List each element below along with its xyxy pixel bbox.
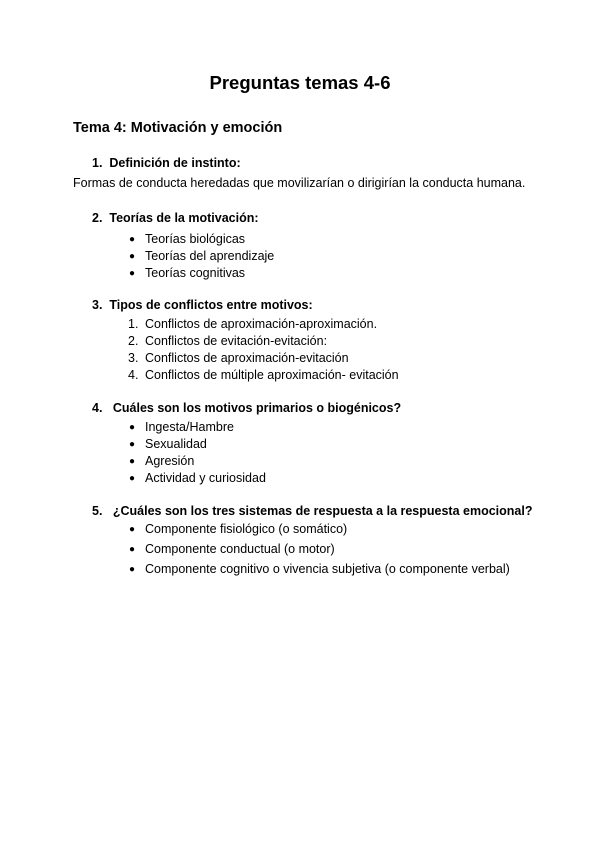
question-heading [92,156,241,170]
document-page: Preguntas temas 4-6 Tema 4: Motivación y emoción 1. Definición de instinto: Formas de conducta heredadas que movilizarían o dirigirían la conducta humana. 2. Teorías de la motivación: ● Teorías biológicas ● Teorías del aprendizaje ● Teorías cognitivas 3. Tipos de conflictos entre motivos: 1. Conflictos de aproximación-aproximación. 2. Conflictos de evitación-evitación: 3. Conflictos de aproximación-evitación 4. Conflictos de múltiple aproximación- evitación 4. Cuáles son los motivos primarios o biogénicos? ● Ingesta/Hambre ● Sexualidad ● Agresión ● Actividad y curiosidad 5. ¿Cuáles son los tres sistemas de respuesta a la respuesta emocional? ● Componente fisiológico (o somático) ● Componente conductual (o motor) ● Componente cognitivo o vivencia subjetiva (o componente verbal) [0,0,600,848]
question-heading [92,211,259,225]
question-heading [92,298,313,312]
bullet-icon: ● [129,544,136,555]
question-text: Definición de instinto: [109,156,241,170]
list-number: 4. [128,368,139,382]
bullet-icon: ● [129,456,136,467]
question-text: Teorías de la motivación: [109,211,259,225]
question-number: 5. [92,504,103,518]
list-number: 3. [128,351,139,365]
bullet-icon: ● [129,439,136,450]
question-text: Tipos de conflictos entre motivos: [109,298,313,312]
page-title: Preguntas temas 4-6 [209,72,391,93]
question-number: 1. [92,156,103,170]
bullet-icon: ● [129,564,136,575]
list-number: 1. [128,317,139,331]
question-number: 2. [92,211,103,225]
bullet-icon: ● [129,524,136,535]
bullet-icon: ● [129,473,136,484]
question-text: ¿Cuáles son los tres sistemas de respuesta a la respuesta emocional? [112,504,533,518]
topic-heading: Tema 4: Motivación y emoción [73,120,283,136]
question-heading [92,504,532,518]
bullet-icon: ● [129,234,136,245]
question-heading [92,401,401,415]
bullet-icon: ● [129,268,136,279]
question-number: 3. [92,298,103,312]
list-number: 2. [128,334,139,348]
question-number: 4. [92,401,103,415]
answer-text: Formas de conducta heredadas que movilizarían o dirigirían la conducta humana. [73,176,526,190]
bullet-icon: ● [129,251,136,262]
question-text: Cuáles son los motivos primarios o biogénicos? [112,401,402,415]
bullet-icon: ● [129,422,136,433]
